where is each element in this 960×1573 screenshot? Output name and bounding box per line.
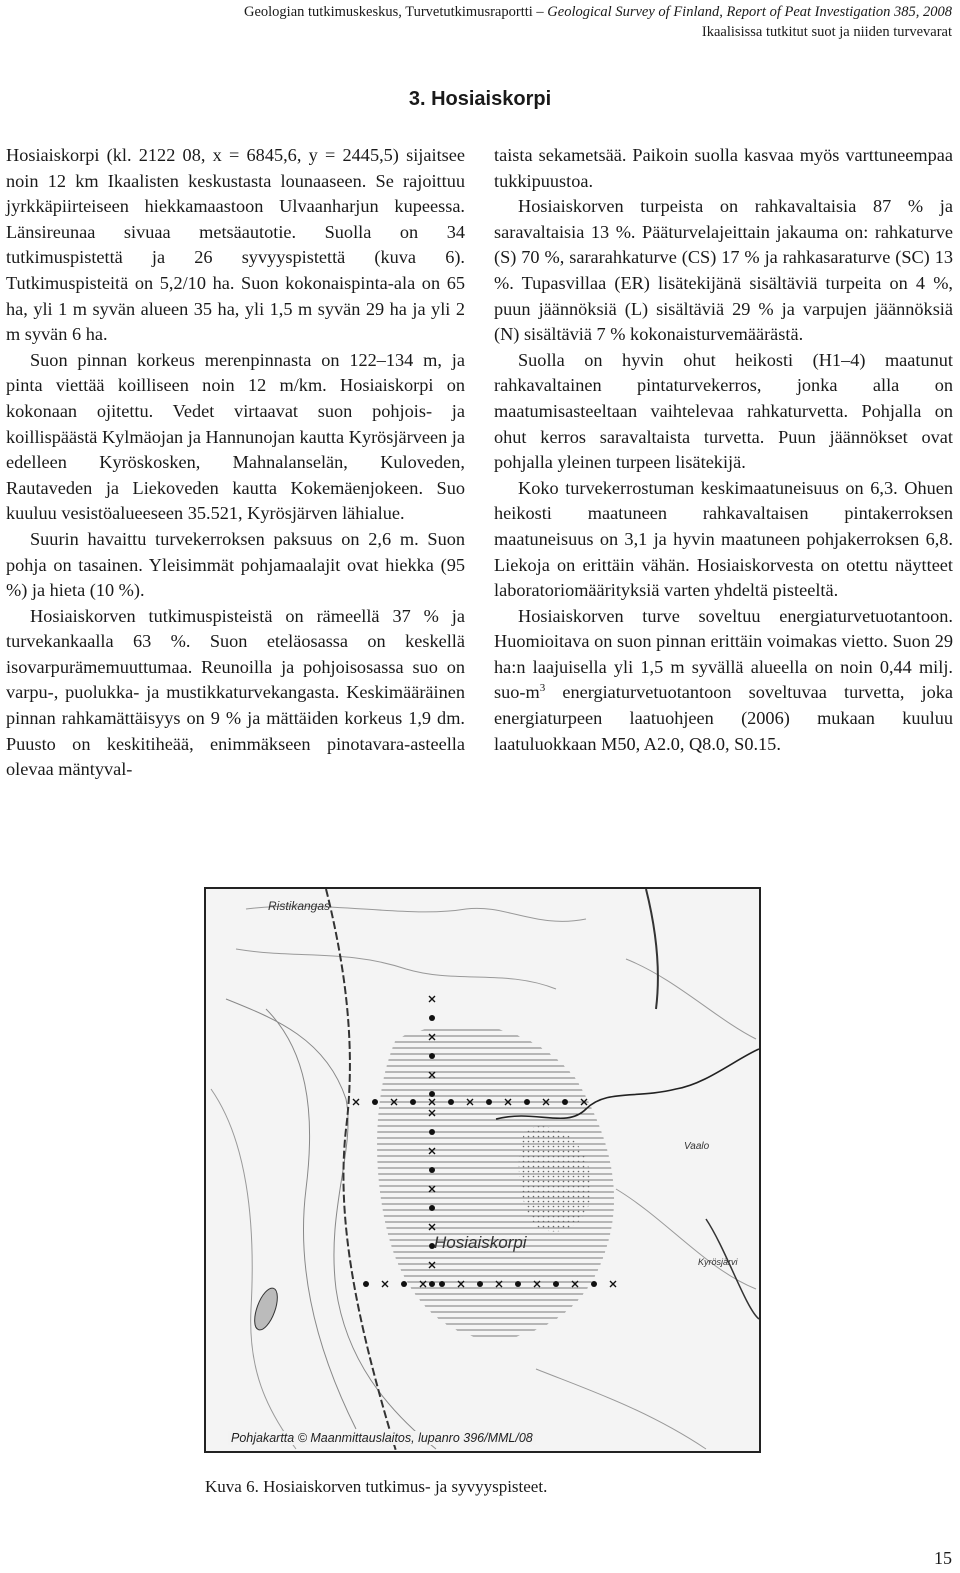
depth-point-marker: [429, 1015, 435, 1021]
left-paragraph-3: Suurin havaittu turvekerroksen paksuus on 2,6 m. Suon pohja on tasainen. Yleisimmät pohjamaalajit ovat hiekka (95 %) ja hieta (10 %).: [6, 528, 465, 601]
depth-point-marker: [448, 1099, 454, 1105]
depth-point-marker: [486, 1099, 492, 1105]
header-line-2: Ikaalisissa tutkitut suot ja niiden turvevarat: [701, 24, 952, 40]
depth-point-marker: [477, 1281, 483, 1287]
energy-text-end: energiaturvetuotantoon soveltuvaa turvetta, joka energiaturpeen laatuohjeen (2006) mukaan kuuluu laatuluokkaan M50, A2.0, Q8.0, S0.15.: [494, 682, 953, 754]
depth-point-marker: [401, 1281, 407, 1287]
map-label-hosiaiskorpi: Hosiaiskorpi: [434, 1233, 527, 1252]
running-header: [244, 0, 952, 42]
page-number: 15: [934, 1548, 952, 1568]
depth-point-marker: [429, 1167, 435, 1173]
depth-point-marker: [515, 1281, 521, 1287]
map-credit: Pohjakartta © Maanmittauslaitos, lupanro 396/MML/08: [228, 1431, 536, 1445]
left-text-column: [6, 143, 465, 783]
depth-point-marker: [562, 1099, 568, 1105]
figure-caption: Kuva 6. Hosiaiskorven tutkimus- ja syvyyspisteet.: [205, 1477, 548, 1496]
peatland-map: [204, 887, 761, 1453]
energy-text-start: Hosiaiskorven turve soveltuu energiaturvetuotantoon. Huomioitava on suon pinnan erittäin voimakas vietto. Suon 29 ha:n laajuisella yli 1,5 m syvällä alueella on noin 0,44 milj. suo-m: [494, 605, 953, 703]
depth-point-marker: [429, 1091, 435, 1097]
right-paragraph-2: Hosiaiskorven turpeista on rahkavaltaisia 87 % ja saravaltaisia 13 %. Pääturvelajeittain jakauma on: rahkaturve (S) 70 %, sararahkaturve (CS) 17 % ja rahkasaraturve (SC) 13 %. Tupasvillaa (ER) lisätekijänä sisältäviä turpeita on 4 %, puun jäännöksiä (L) sisältäviä 29 % ja varpujen jäännöksiä (N) sisältäviä 7 % kokonaisturvemäärästä.: [494, 196, 953, 345]
depth-point-marker: [591, 1281, 597, 1287]
depth-point-marker: [553, 1281, 559, 1287]
cubic-superscript: 3: [539, 682, 546, 695]
right-paragraph-3: Suolla on hyvin ohut heikosti (H1–4) maatunut rahkavaltainen pintaturvekerros, jonka alla on maatumisasteeltaan vaihtelevaa rahkaturvetta. Pohjalla on ohut kerros saravaltaista turvetta. Puun jäännökset ovat pohjalla yleinen turpeen lisätekijä.: [494, 349, 953, 473]
depth-point-marker: [439, 1281, 445, 1287]
map-label-vaalo: Vaalo: [684, 1141, 710, 1152]
depth-point-marker: [429, 1281, 435, 1287]
depth-point-marker: [410, 1099, 416, 1105]
header-publisher: Geologian tutkimuskeskus, Turvetutkimusraportti –: [243, 4, 548, 20]
left-paragraph-2: Suon pinnan korkeus merenpinnasta on 122–134 m, ja pinta viettää koilliseen noin 12 m/km. Hosiaiskorpi on kokonaan ojitettu. Vedet virtaavat suon pohjois- ja koillispäästä Kylmäojan ja Hannunojan kautta Kyrösjärveen ja edelleen Kyröskosken, Mahnalanselän, Kuloveden, Rautaveden ja Liekoveden kautta Kokemäenjokeen. Suo kuuluu vesistöalueeseen 35.521, Kyrösjärven lähialue.: [6, 349, 465, 524]
depth-point-marker: [372, 1099, 378, 1105]
depth-point-marker: [429, 1205, 435, 1211]
header-line-1: [244, 2, 952, 22]
depth-point-marker: [429, 1053, 435, 1059]
depth-point-marker: [363, 1281, 369, 1287]
depth-point-marker: [524, 1099, 530, 1105]
map-label-ristikangas: Ristikangas: [268, 899, 331, 913]
right-paragraph-5: [494, 604, 953, 758]
left-paragraph-4: Hosiaiskorven tutkimuspisteistä on rämeellä 37 % ja turvekankaalla 63 %. Suon eteläosassa on keskellä isovarpurämemuuttumaa. Reunoilla ja pohjoisosassa suo on varpu-, puolukka- ja mustikkaturvekangasta. Keskimääräinen pinnan rahkamättäisyys on 9 % ja mättäiden korkeus 1,9 dm. Puusto on keskitiheää, enimmäkseen pinotavara-asteella olevaa mäntyval-: [6, 605, 465, 780]
right-paragraph-4: Koko turvekerrostuman keskimaatuneisuus on 6,3. Ohuen heikosti maatuneen rahkavaltaisen pintakerroksen maatuneisuus on 3,1 ja hyvin maatuneen pohjakerroksen 6,8. Liekoja on erittäin vähän. Hosiaiskorvesta on otettu näytteet laboratoriomäärityksiä varten yhdeltä pisteeltä.: [494, 477, 953, 601]
right-paragraph-1: taista sekametsää. Paikoin suolla kasvaa myös varttuneempaa tukkipuustoa.: [494, 145, 953, 191]
header-series: Geological Survey of Finland, Report of Peat Investigation 385, 2008: [547, 4, 952, 20]
depth-point-marker: [429, 1129, 435, 1135]
map-drawing: [206, 889, 759, 1451]
left-paragraph-1: Hosiaiskorpi (kl. 2122 08, x = 6845,6, y = 2445,5) sijaitsee noin 12 km Ikaalisten keskustasta lounaaseen. Se rajoittuu jyrkkäpiirteiseen hiekkamaastoon Ulvaanharjun kupeessa. Länsireunaa sivuaa metsäautotie. Suolla on 34 tutkimuspistettä ja 26 syvyyspistettä (kuva 6). Tutkimuspisteitä on 5,2/10 ha. Suon kokonaispinta-ala on 65 ha, yli 1 m syvän alueen 35 ha, yli 1,5 m syvän 29 ha ja yli 2 m syvän 6 ha.: [6, 145, 465, 345]
right-text-column: [494, 143, 953, 757]
map-label-kyrosjarvi: Kyrösjärvi: [698, 1257, 738, 1267]
section-title: 3. Hosiaiskorpi: [408, 88, 552, 110]
